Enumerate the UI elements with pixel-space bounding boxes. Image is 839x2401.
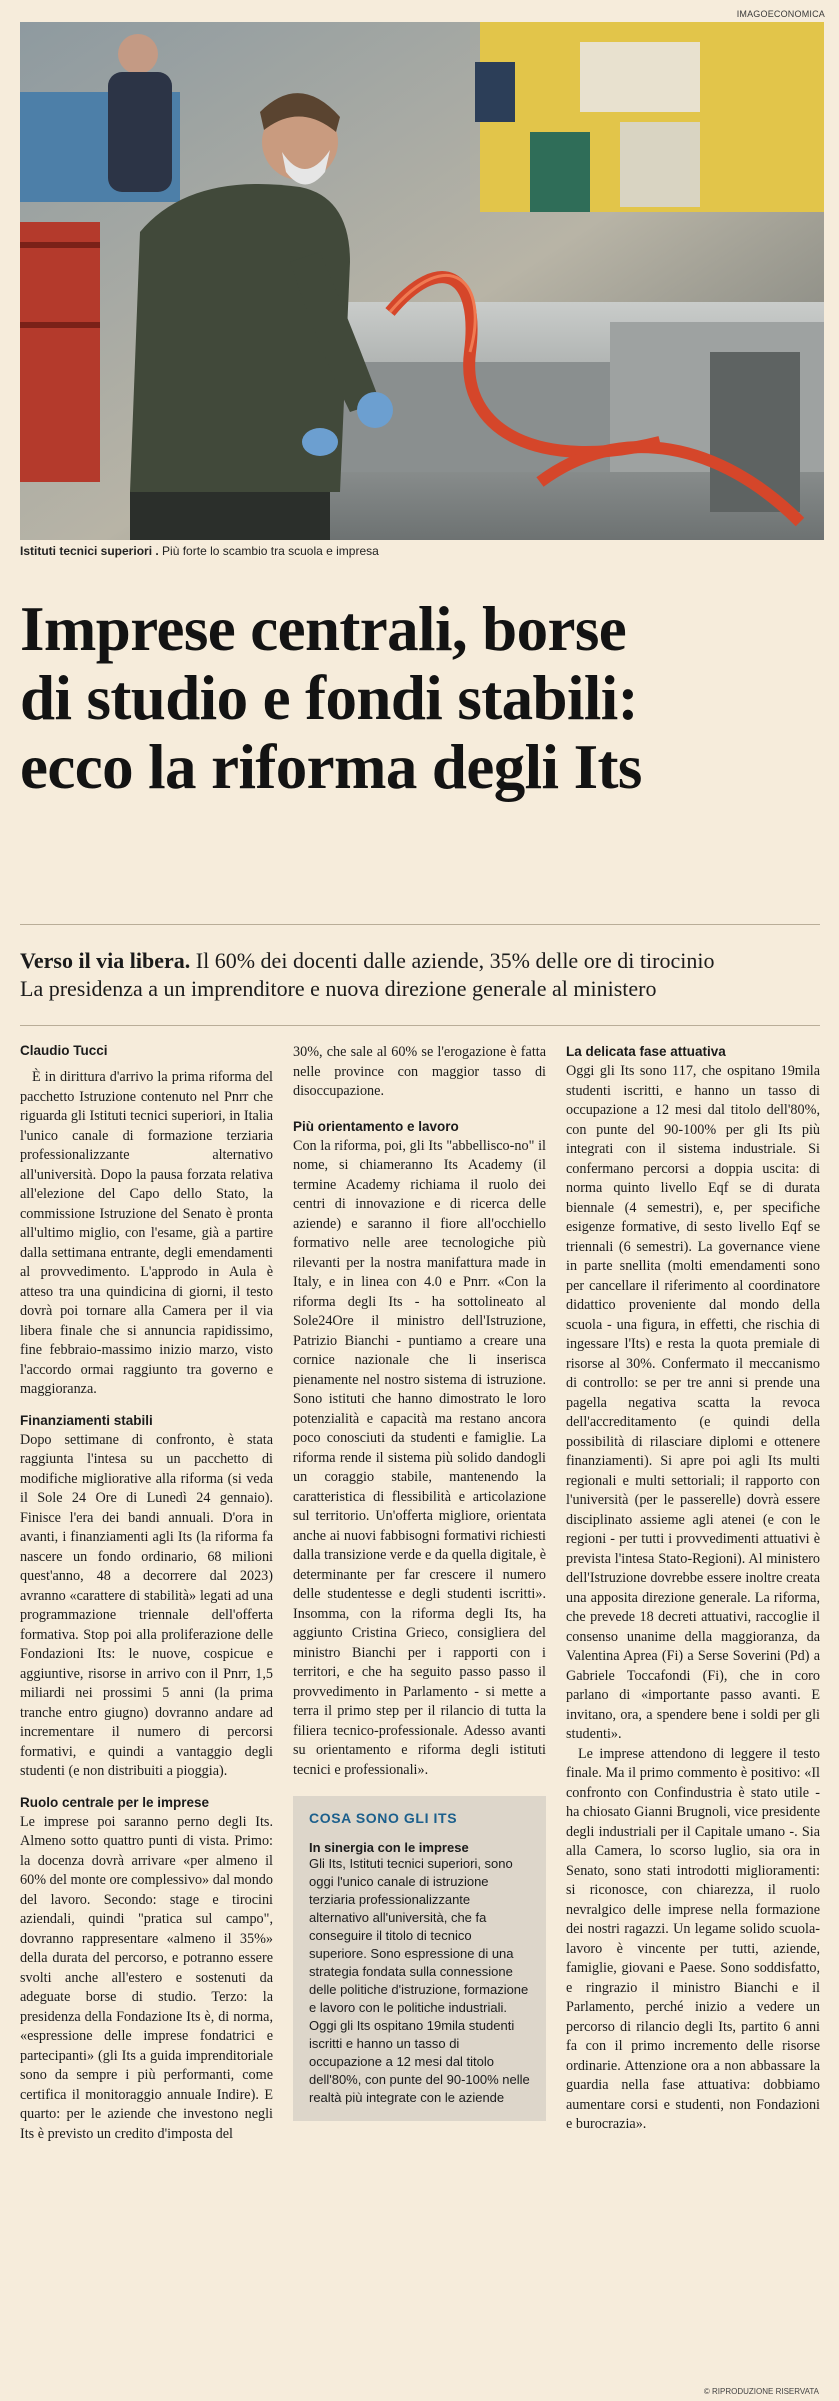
- caption-label: Istituti tecnici superiori .: [20, 544, 159, 558]
- subheading: Ruolo centrale per le imprese: [20, 1794, 210, 1810]
- author: Claudio Tucci: [20, 1043, 108, 1058]
- divider-bottom: [20, 1025, 820, 1026]
- paragraph: Le imprese poi saranno perno degli Its. Almeno sotto quattro punti di vista. Primo: la docenza dovrà arrivare «per almeno il 60% del monte ore complessivo» dal mondo del lavoro. Secondo: stage e tirocini aziendali, quindi "pratica sul campo", dovranno rappresentare «almeno il 35%» della durata del percorso, e potranno essere svolti anche all'estero e sostenuti da adeguate borse di studio. Terzo: la presidenza della Fondazione Its è, di norma, «espressione delle imprese fondatrici e partecipanti» (gli Its a guida imprenditoriale sono da sempre i più performanti, come certifica il monitoraggio annuale Indire). E quarto: per le aziende che investono negli Its è previsto un credito d'imposta del: [20, 1813, 273, 2142]
- paragraph: Le imprese attendono di leggere il testo finale. Ma il primo commento è positivo: «Il confronto con Confindustria è stato utile - ha chiosato Gianni Brugnoli, vice presidente degli industriali per il Capitale umano -. Sia alla Camera, lo scorso luglio, sia ora in Senato, sono stati introdotti miglioramenti: si riconosce, con chiarezza, il ruolo nevralgico delle imprese nella formazione dei nostri ragazzi. Un legame solido scuola-lavoro è vincente per tutti, aziende, famiglie, giovani e Paese. Sono soddisfatto, e ringrazio il ministro Bianchi e il Parlamento, perché inizio a vedere un percorso di rilancio degli Its, partito 6 anni fa con il primo incremento delle risorse ordinarie. Attenzione ora a non abbassare la guardia nella fase attuativa: dobbiamo aumentare corsi e studenti, non Fondazioni e burocrazia».: [566, 1745, 820, 2132]
- divider-top: [20, 924, 820, 925]
- subheading: La delicata fase attuativa: [566, 1044, 726, 1059]
- column-1: [20, 1043, 273, 2144]
- box-title: COSA SONO GLI ITS: [309, 1810, 458, 1826]
- article-body: [20, 1043, 820, 2393]
- caption-text: Più forte lo scambio tra scuola e impresa: [162, 544, 379, 558]
- summary-lead: Verso il via libera.: [20, 948, 191, 973]
- paragraph: È in dirittura d'arrivo la prima riforma del pacchetto Istruzione contenuto nel Pnrr che riguarda gli Istituti tecnici superiori, in Italia l'unico canale di formazione terziaria professionalizzante alternativo all'università. Dopo la pausa forzata relativa all'elezione del Capo dello Stato, la commissione Istruzione del Senato è pronta all'ultimo miglio, con l'esame, già a partire dalla settimana entrante, degli emendamenti al provvedimento. L'approdo in Aula è atteso tra una quindicina di giorni, il testo dovrà poi tornare alla Camera per il via libera finale che si annuncia rapidissimo, fine febbraio-massimo inizio marzo, visto l'accordo ormai raggiunto tra governo e maggioranza.: [20, 1069, 273, 1397]
- summary-line-1: [20, 947, 830, 975]
- paragraph: Dopo settimane di confronto, è stata raggiunta l'intesa su un pacchetto di modifiche migliorative alla riforma (si veda il Sole 24 Ore di Lunedì 24 gennaio). Finisce l'era dei bandi annuali. D'ora in avanti, i finanziamenti agli Its (la riforma fa nascere un fondo ordinario, 68 milioni quest'anno, 48 a decorrere dal 2023) avranno «carattere di stabilità» legati ad una programmazione triennale dell'offerta formativa. Stop poi alla proliferazione delle Fondazioni Its: le nuove, cospicue e aggiuntive, risorse in arrivo con il Pnrr, 1,5 miliardi nei prossimi 5 anni (la prima tranche entro giugno) dovranno andare ad incrementare il numero di percorsi formativi, e quindi a vantaggio degli studenti (e non distribuiti a pioggia).: [20, 1431, 273, 1779]
- summary-text-1: Il 60% dei docenti dalle aziende, 35% delle ore di tirocinio: [195, 948, 715, 973]
- summary: [20, 947, 830, 1003]
- photo-credit: IMAGOECONOMICA: [736, 9, 825, 19]
- headline-line-2: di studio e fondi stabili:: [20, 663, 639, 733]
- photo-caption: [20, 544, 824, 558]
- headline-line-3: ecco la riforma degli Its: [20, 732, 642, 802]
- article-photo: [20, 22, 824, 540]
- summary-line-2: La presidenza a un imprenditore e nuova direzione generale al ministero: [20, 976, 657, 1001]
- column-3: [566, 1043, 820, 2135]
- headline: [20, 595, 830, 802]
- headline-line-1: Imprese centrali, borse: [20, 594, 627, 664]
- subheading: Più orientamento e lavoro: [293, 1118, 459, 1134]
- box-text: Gli Its, Istituti tecnici superiori, sono oggi l'unico canale di istruzione terziaria professionalizzante alternativo all'università, che fa conseguire il titolo di tecnico superiore. Sono espressione di una strategia fondata sulla connessione delle politiche d'istruzione, formazione e lavoro con le politiche industriali. Oggi gli Its ospitano 19mila studenti iscritti e hanno un tasso di occupazione a 12 mesi dal titolo dell'80%, con punte del 90-100% nelle realtà più integrate con le aziende: [309, 1856, 530, 2105]
- subheading: Finanziamenti stabili: [20, 1412, 153, 1428]
- sidebar-box: [293, 1796, 546, 2121]
- paragraph: Oggi gli Its sono 117, che ospitano 19mila studenti iscritti, e hanno un tasso di occupazione a 12 mesi dal titolo dell'80%, con punte del 90-100% per gli Its più integrati con il sistema industriale. Si confermano percorsi a doppia uscita: di norma quinto livello Eqf se di durata biennale (4 semestri), e, per specifiche esigenze formative, di sesto livello Eqf se triennali (6 semestri). La governance viene in parte snellita (molti emendamenti sono per cancellare il riferimento al coordinatore didattico proveniente dal mondo della scuola - una figura, in effetti, che rischia di ingessare l'Its) e resta la quota premiale di risorse al 30%. Confermato il meccanismo di controllo: se per tre anni si prende una pagella negativa scatta la revoca dell'accreditamento (e quindi della possibilità di rilasciare diplomi e ottenere finanziamenti). Si apre poi agli Its multi regionali e multi settoriali; il rapporto con l'università (per le passerelle) dovrà essere disciplinato assieme agli atenei (e con le regioni - per tutti i provvedimenti attuativi è prevista l'intesa Stato-Regioni). Al ministero dell'Istruzione dovrebbe essere inoltre creata una apposita direzione generale. La riforma, che prevede 18 decreti attuativi, raccoglie il consenso unanime della maggioranza, da Valentina Aprea (Fi) a Serse Soverini (Pd) a Gabriele Toccafondi (Fi), che in coro parlano di «importante passo avanti. E invitano, ora, a spendere bene i soldi per gli studenti».: [566, 1063, 820, 1742]
- box-heading: In sinergia con le imprese: [309, 1840, 469, 1855]
- column-2: [293, 1043, 546, 2121]
- paragraph: 30%, che sale al 60% se l'erogazione è fatta nelle province con maggior tasso di disoccupazione.: [293, 1044, 546, 1099]
- copyright: © RIPRODUZIONE RISERVATA: [703, 2387, 819, 2396]
- paragraph: Con la riforma, poi, gli Its "abbellisco-no" il nome, si chiameranno Its Academy (il termine Academy richiama il ruolo dei centri di innovazione e di ricerca delle aziende) e saranno il fiore all'occhiello formativo nelle aree tecnologiche più rilevanti per la nostra manifattura made in Italy, e in linea con 4.0 e Pnrr. «Con la riforma degli Its - ha sottolineato al Sole24Ore il ministro dell'Istruzione, Patrizio Bianchi - puntiamo a creare una cornice nazionale che li inserisca pienamente nel nostro sistema di istruzione. Sono istituti che hanno dimostrato le loro potenzialità e capacità ma restano ancora poco conosciuti da studenti e famiglie. La riforma rende il sistema più solido dandogli un coraggio stabile, mantenendo la caratteristica di flessibilità e articolazione sul territorio. Un'offerta migliore, orientata anche ai nuovi fabbisogni formativi richiesti dalla transizione verde e da quella digitale, è determinante per far crescere il numero delle studentesse e degli studenti iscritti». Insomma, con la riforma degli Its, ha aggiunto Cristina Grieco, consigliera del ministro Bianchi per i rapporti con i territori, e che ha seguito passo passo il provvedimento in Parlamento - si mette a terra il primo step per il rilancio di tutta la filiera tecnico-professionale. Adesso avanti su orientamento e riforma degli istituti tecnici e professionali».: [293, 1137, 546, 1778]
